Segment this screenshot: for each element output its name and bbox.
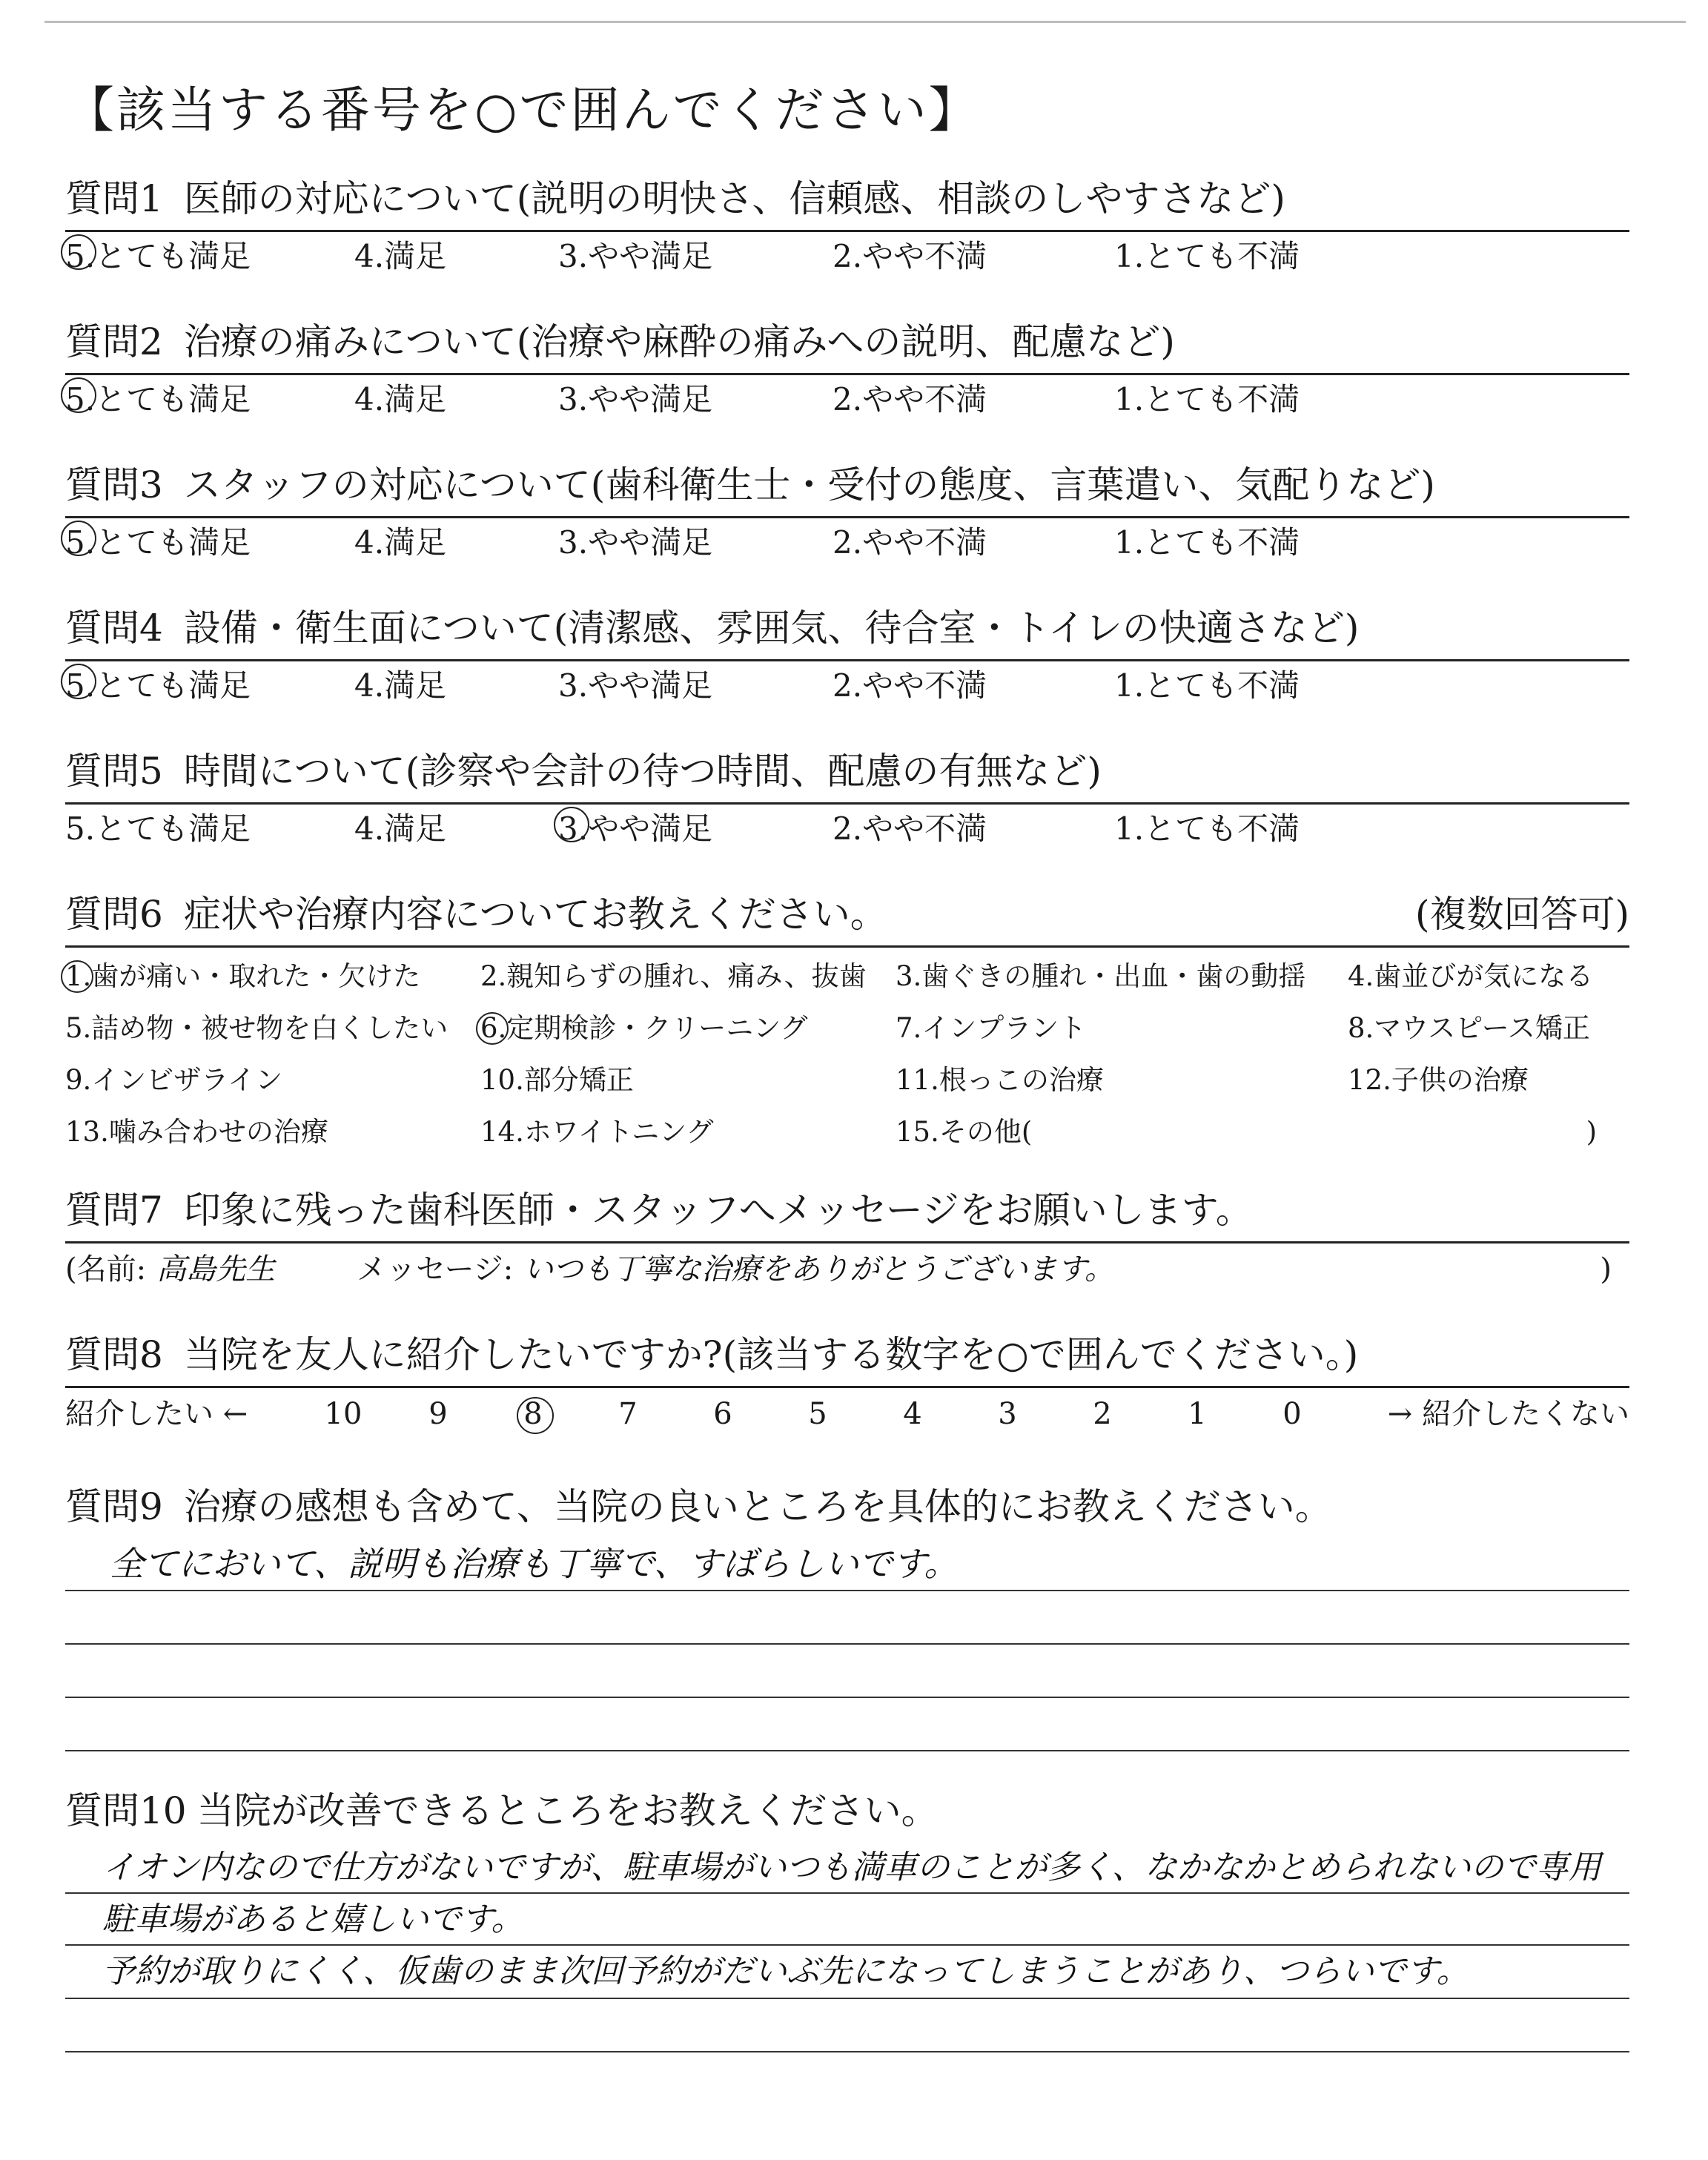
treatment-option-1-selected[interactable]: 1.歯が痛い・取れた・欠けた [65, 957, 480, 997]
option-3[interactable]: 3.やや満足 [558, 238, 713, 274]
question-3 [65, 455, 1629, 561]
question-number: 質問3 [65, 463, 163, 506]
treatment-option-3[interactable]: 3.歯ぐきの腫れ・出血・歯の動揺 [896, 960, 1306, 992]
question-2-title [65, 312, 1629, 375]
name-label: (名前: [65, 1252, 147, 1287]
option-1[interactable]: 1.とても不満 [1114, 381, 1300, 417]
question-9 [65, 1477, 1629, 1751]
question-number: 質問7 [65, 1189, 163, 1232]
question-10-title [65, 1781, 1629, 1842]
question-7-title [65, 1180, 1629, 1244]
scale-9[interactable]: 9 [428, 1397, 448, 1431]
option-5-selected[interactable]: 5.とても満足 [65, 661, 354, 706]
question-5-title [65, 742, 1629, 805]
question-1-title [65, 169, 1629, 232]
option-5-selected[interactable]: 5.とても満足 [65, 375, 354, 420]
option-2[interactable]: 2.やや不満 [833, 238, 987, 274]
question-number: 質問9 [65, 1485, 163, 1528]
message-row [65, 1244, 1629, 1295]
treatment-option-7[interactable]: 7.インプラント [896, 1012, 1087, 1044]
recommend-scale [65, 1388, 1629, 1440]
treatment-option-10[interactable]: 10.部分矯正 [480, 1064, 634, 1096]
question-4-title [65, 598, 1629, 661]
option-3[interactable]: 3.やや満足 [558, 381, 713, 417]
option-1[interactable]: 1.とても不満 [1114, 238, 1300, 274]
question-text: 医師の対応について(説明の明快さ、信頼感、相談のしやすさなど) [183, 177, 1285, 220]
survey-form [65, 70, 1629, 2082]
option-4[interactable]: 4.満足 [354, 667, 447, 704]
question-number: 質問6 [65, 893, 163, 936]
answer-line[interactable] [65, 1591, 1629, 1645]
answer-line[interactable] [65, 1999, 1629, 2052]
question-2-options [65, 375, 1629, 418]
question-6-options [65, 948, 1629, 1152]
treatment-option-9[interactable]: 9.インビザライン [65, 1064, 283, 1096]
question-text: スタッフの対応について(歯科衛生士・受付の態度、言葉遣い、気配りなど) [183, 463, 1435, 506]
instruction-header: 【該当する番号を○で囲んでください】 [65, 82, 980, 139]
question-9-title [65, 1477, 1629, 1538]
question-9-answer-area[interactable] [65, 1538, 1629, 1751]
question-text: 当院を友人に紹介したいですか?(該当する数字を○で囲んでください。) [183, 1333, 1359, 1376]
scan-top-edge [44, 21, 1686, 23]
answer-line[interactable]: 予約が取りにくく、仮歯のまま次回予約がだいぶ先になってしまうことがあり、つらいです。 [65, 1946, 1629, 1999]
treatment-option-14[interactable]: 14.ホワイトニング [480, 1116, 714, 1148]
option-1[interactable]: 1.とても不満 [1114, 667, 1300, 704]
treatment-option-12[interactable]: 12.子供の治療 [1348, 1064, 1529, 1096]
option-3-selected[interactable]: 3.やや満足 [558, 805, 833, 849]
option-4[interactable]: 4.満足 [354, 524, 447, 561]
question-number: 質問5 [65, 750, 163, 793]
treatment-option-15-other[interactable]: 15.その他( [896, 1116, 1033, 1148]
answer-line[interactable] [65, 1645, 1629, 1698]
scale-right-label: → 紹介したくない [1387, 1397, 1629, 1431]
answer-line[interactable]: 全てにおいて、説明も治療も丁寧で、すばらしいです。 [65, 1538, 1629, 1591]
question-8 [65, 1325, 1629, 1440]
other-close-paren: ) [1586, 1116, 1597, 1148]
treatment-option-11[interactable]: 11.根っこの治療 [896, 1064, 1104, 1096]
scale-0[interactable]: 0 [1282, 1397, 1302, 1431]
question-8-title [65, 1325, 1629, 1388]
question-text: 印象に残った歯科医師・スタッフへメッセージをお願いします。 [183, 1189, 1253, 1232]
question-number: 質問10 [65, 1789, 187, 1832]
question-4-options [65, 661, 1629, 704]
option-5-selected[interactable]: 5.とても満足 [65, 518, 354, 563]
question-number: 質問8 [65, 1333, 163, 1376]
option-1[interactable]: 1.とても不満 [1114, 810, 1300, 847]
question-5-options [65, 805, 1629, 848]
question-4 [65, 598, 1629, 704]
option-4[interactable]: 4.満足 [354, 810, 447, 847]
question-1-options [65, 232, 1629, 275]
scale-5[interactable]: 5 [808, 1397, 827, 1431]
question-text: 治療の感想も含めて、当院の良いところを具体的にお教えください。 [183, 1485, 1332, 1528]
option-1[interactable]: 1.とても不満 [1114, 524, 1300, 561]
treatment-option-5[interactable]: 5.詰め物・被せ物を白くしたい [65, 1012, 448, 1044]
question-3-title [65, 455, 1629, 518]
question-text: 当院が改善できるところをお教えください。 [196, 1789, 939, 1832]
question-10-answer-area[interactable] [65, 1842, 1629, 2052]
option-4[interactable]: 4.満足 [354, 381, 447, 417]
question-2 [65, 312, 1629, 418]
treatment-option-6-selected[interactable]: 6.定期検診・クリーニング [480, 1008, 896, 1048]
question-number: 質問2 [65, 320, 163, 363]
scale-1[interactable]: 1 [1188, 1397, 1207, 1431]
question-10 [65, 1781, 1629, 2052]
question-text: 治療の痛みについて(治療や麻酔の痛みへの説明、配慮など) [183, 320, 1175, 363]
option-4[interactable]: 4.満足 [354, 238, 447, 274]
question-1 [65, 169, 1629, 275]
option-5[interactable]: 5.とても満足 [65, 810, 251, 847]
scale-10[interactable]: 10 [324, 1397, 363, 1431]
treatment-option-13[interactable]: 13.噛み合わせの治療 [65, 1116, 328, 1148]
option-5-selected[interactable]: 5.とても満足 [65, 232, 354, 277]
question-3-options [65, 518, 1629, 561]
question-text: 時間について(診察や会計の待つ時間、配慮の有無など) [183, 750, 1102, 793]
scale-left-label: 紹介したい ← [65, 1397, 248, 1431]
message-field[interactable]: いつも丁寧な治療をありがとうございます。 [523, 1252, 1114, 1287]
answer-line[interactable] [65, 1698, 1629, 1751]
question-7 [65, 1180, 1629, 1295]
scale-numbers [296, 1388, 1340, 1440]
question-text: 症状や治療内容についてお教えください。 [183, 893, 887, 936]
option-2[interactable]: 2.やや不満 [833, 667, 987, 704]
question-6-title [65, 885, 1629, 948]
multiple-answer-note: (複数回答可) [1414, 893, 1629, 936]
option-2[interactable]: 2.やや不満 [833, 810, 987, 847]
scale-2[interactable]: 2 [1093, 1397, 1112, 1431]
question-5 [65, 742, 1629, 848]
scale-6[interactable]: 6 [713, 1397, 732, 1431]
message-label: メッセージ: [357, 1252, 514, 1287]
option-2[interactable]: 2.やや不満 [833, 381, 987, 417]
option-3[interactable]: 3.やや満足 [558, 524, 713, 561]
question-text: 設備・衛生面について(清潔感、雰囲気、待合室・トイレの快適さなど) [183, 607, 1360, 650]
treatment-option-8[interactable]: 8.マウスピース矯正 [1348, 1012, 1590, 1044]
answer-line[interactable]: イオン内なので仕方がないですが、駐車場がいつも満車のことが多く、なかなかとめられないので専用駐車場があると嬉しいです。 [65, 1842, 1629, 1946]
treatment-option-4[interactable]: 4.歯並びが気になる [1348, 960, 1594, 992]
name-field[interactable]: 高島先生 [156, 1252, 276, 1287]
message-close-paren: ) [1600, 1252, 1612, 1287]
question-number: 質問4 [65, 607, 163, 650]
option-3[interactable]: 3.やや満足 [558, 667, 713, 704]
scale-7[interactable]: 7 [618, 1397, 638, 1431]
scale-4[interactable]: 4 [903, 1397, 922, 1431]
option-2[interactable]: 2.やや不満 [833, 524, 987, 561]
scale-8-selected[interactable]: 8 [486, 1388, 580, 1440]
scale-3[interactable]: 3 [998, 1397, 1017, 1431]
question-number: 質問1 [65, 177, 163, 220]
question-6 [65, 885, 1629, 1152]
treatment-option-2[interactable]: 2.親知らずの腫れ、痛み、抜歯 [480, 960, 867, 992]
